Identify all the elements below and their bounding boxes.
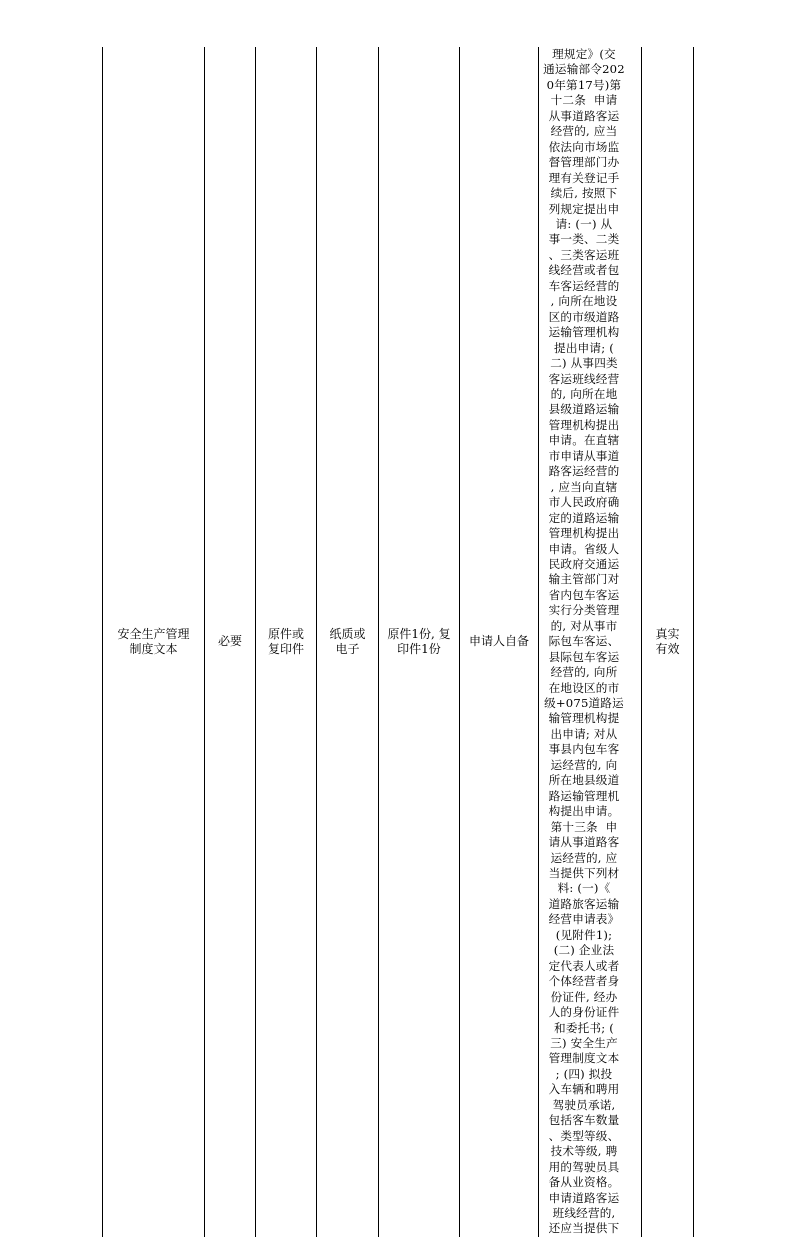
quantity-cell [379, 47, 460, 1237]
media-cell [317, 47, 379, 1237]
material-form: 原件或 复印件 [267, 626, 304, 656]
legal-basis-cell [539, 47, 642, 1237]
table-row [103, 47, 694, 1237]
source-cell [460, 47, 539, 1237]
material-media: 纸质或 电子 [329, 626, 366, 656]
requirement: 必要 [217, 634, 242, 649]
material-source: 申请人自备 [468, 634, 529, 649]
material-quantity: 原件1份, 复 印件1份 [387, 626, 451, 656]
requirement-cell [205, 47, 256, 1237]
material-name: 安全生产管理 制度文本 [117, 626, 190, 656]
legal-basis-text: 理规定》(交 通运输部令202 0年第17号)第 十二条 申请 从事道路客运 经营的, 应当 依法向市场监 督管理部门办 理有关登记手 续后, 按照下 列规定提出申 请: (一) 从 事一类、二类 、三类客运班 线经营或者包 车客运经营的 , 向所在地设 区的市级道路 运输管理机构 提出申请; ( 二) 从事四类 客运班线经营 的, 向所在地 县级道路运输 管理机构提出 申请。在直辖 市申请从事道 路客运经营的 , 应当向直辖 市人民政府确 定的道路运输 管理机构提出 申请。省级人 民政府交通运 输主管部门对 省内包车客运 实行分类管理 的, 对从事市 际包车客运、 县际包车客运 经营的, 向所 在地设区的市 级+075道路运 输管理机构提 出申请; 对从 事县内包车客 运经营的, 向 所在地县级道 路运输管理机 构提出申请。 第十三条 申 请从事道路客 运经营的, 应 当提供下列材 料: (一)《 道路旅客运输 经营申请表》 (见附件1); (二) 企业法 定代表人或者 个体经营者身 份证件, 经办 人的身份证件 和委托书; ( 三) 安全生产 管理制度文本 ; (四) 拟投 入车辆和聘用 驾驶员承诺, 包括客车数量 、类型等级、 技术等级, 聘 用的驾驶员具 备从业资格。 申请道路客运 班线经营的, 还应当提供下 [543, 47, 625, 1236]
validity-cell [642, 47, 694, 1237]
validity-requirement: 真实 有效 [655, 626, 680, 656]
materials-table [102, 47, 694, 1237]
form-cell [256, 47, 317, 1237]
material-name-cell [103, 47, 205, 1237]
